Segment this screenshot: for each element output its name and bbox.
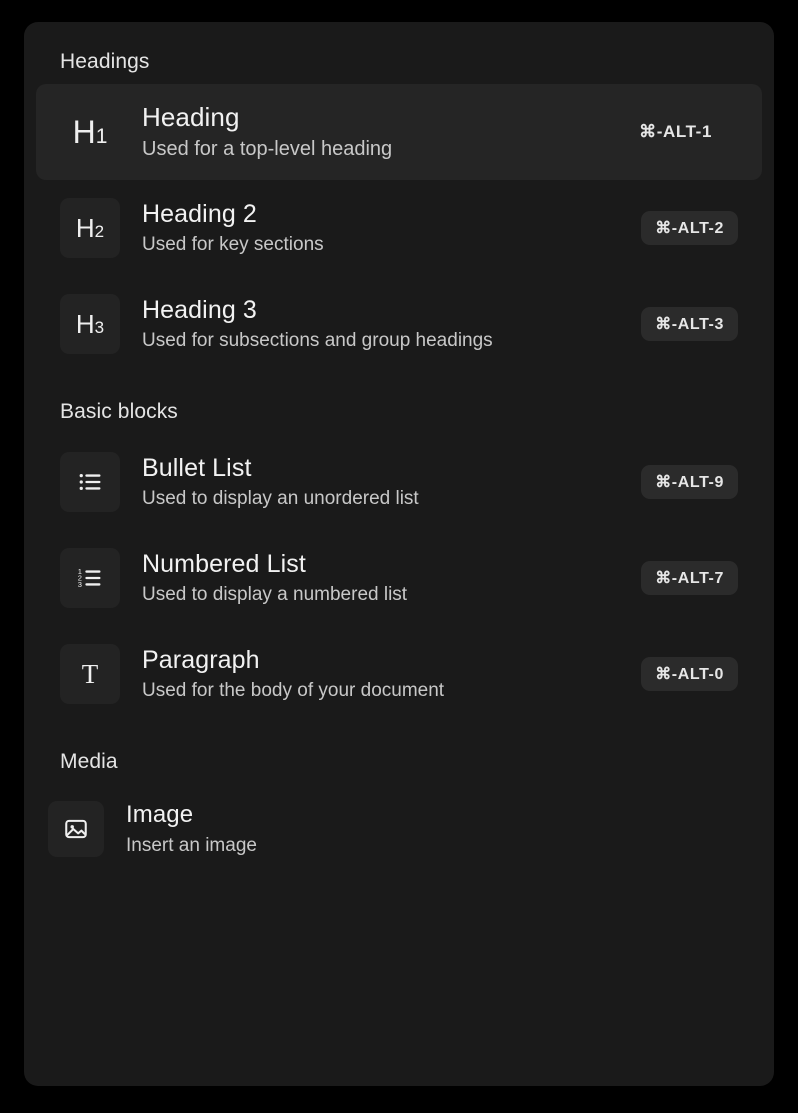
- heading-1-icon-letter: H: [72, 114, 96, 150]
- menu-item-text: [142, 645, 641, 703]
- menu-item-shortcut: ⌘-ALT-9: [641, 465, 738, 499]
- menu-item-shortcut: ⌘-ALT-1: [639, 122, 712, 141]
- section-items-headings: [24, 84, 774, 372]
- menu-item-subtitle: Used for subsections and group headings: [142, 330, 493, 352]
- menu-item-heading-2[interactable]: [36, 180, 762, 276]
- heading-1-icon: [60, 102, 120, 162]
- image-icon: [48, 801, 104, 857]
- section-items-basic-blocks: [24, 434, 774, 722]
- section-label-headings: Headings: [60, 50, 150, 73]
- menu-item-text: [142, 453, 641, 511]
- svg-text:1: 1: [77, 567, 82, 577]
- menu-item-subtitle: Used to display an unordered list: [142, 488, 419, 510]
- menu-item-bullet-list[interactable]: [36, 434, 762, 530]
- menu-item-subtitle: Insert an image: [126, 834, 257, 856]
- menu-item-subtitle: Used for the body of your document: [142, 680, 445, 702]
- menu-item-subtitle: Used for a top-level heading: [142, 138, 393, 161]
- menu-item-title: Heading: [142, 101, 240, 132]
- menu-item-heading-3[interactable]: [36, 276, 762, 372]
- menu-item-paragraph[interactable]: [36, 626, 762, 722]
- section-label-media: Media: [60, 750, 118, 773]
- paragraph-icon: [60, 644, 120, 704]
- menu-item-subtitle: Used to display a numbered list: [142, 584, 408, 606]
- heading-1-icon-number: 1: [95, 125, 108, 148]
- menu-item-shortcut: ⌘-ALT-2: [641, 211, 738, 245]
- menu-item-title: Heading 3: [142, 296, 257, 325]
- menu-item-title: Image: [126, 800, 194, 828]
- menu-item-shortcut: ⌘-ALT-3: [641, 307, 738, 341]
- menu-item-subtitle: Used for key sections: [142, 234, 324, 256]
- heading-3-icon-number: 3: [94, 318, 105, 337]
- menu-item-text: [142, 295, 641, 353]
- heading-2-icon-number: 2: [94, 222, 105, 241]
- menu-item-text: [142, 199, 641, 257]
- menu-item-numbered-list[interactable]: [36, 530, 762, 626]
- menu-item-title: Bullet List: [142, 454, 252, 483]
- heading-2-icon: [60, 198, 120, 258]
- menu-item-title: Paragraph: [142, 646, 260, 675]
- section-items-media: [24, 784, 774, 874]
- svg-text:3: 3: [77, 580, 82, 590]
- menu-item-image[interactable]: [36, 784, 762, 874]
- menu-item-shortcut: ⌘-ALT-0: [641, 657, 738, 691]
- menu-item-heading-1[interactable]: [36, 84, 762, 180]
- menu-item-shortcut: ⌘-ALT-7: [641, 561, 738, 595]
- paragraph-icon-letter: T: [81, 658, 99, 689]
- slash-command-menu: [24, 22, 774, 1086]
- bullet-list-icon: [60, 452, 120, 512]
- menu-item-title: Numbered List: [142, 550, 306, 579]
- numbered-list-icon: [60, 548, 120, 608]
- heading-2-icon-letter: H: [75, 213, 95, 243]
- menu-item-text: [142, 102, 625, 162]
- heading-3-icon: [60, 294, 120, 354]
- section-label-basic-blocks: Basic blocks: [60, 400, 178, 423]
- menu-item-text: [142, 549, 641, 607]
- heading-3-icon-letter: H: [75, 309, 95, 339]
- menu-item-title: Heading 2: [142, 200, 257, 229]
- menu-item-text: [126, 801, 750, 858]
- svg-text:2: 2: [77, 573, 82, 583]
